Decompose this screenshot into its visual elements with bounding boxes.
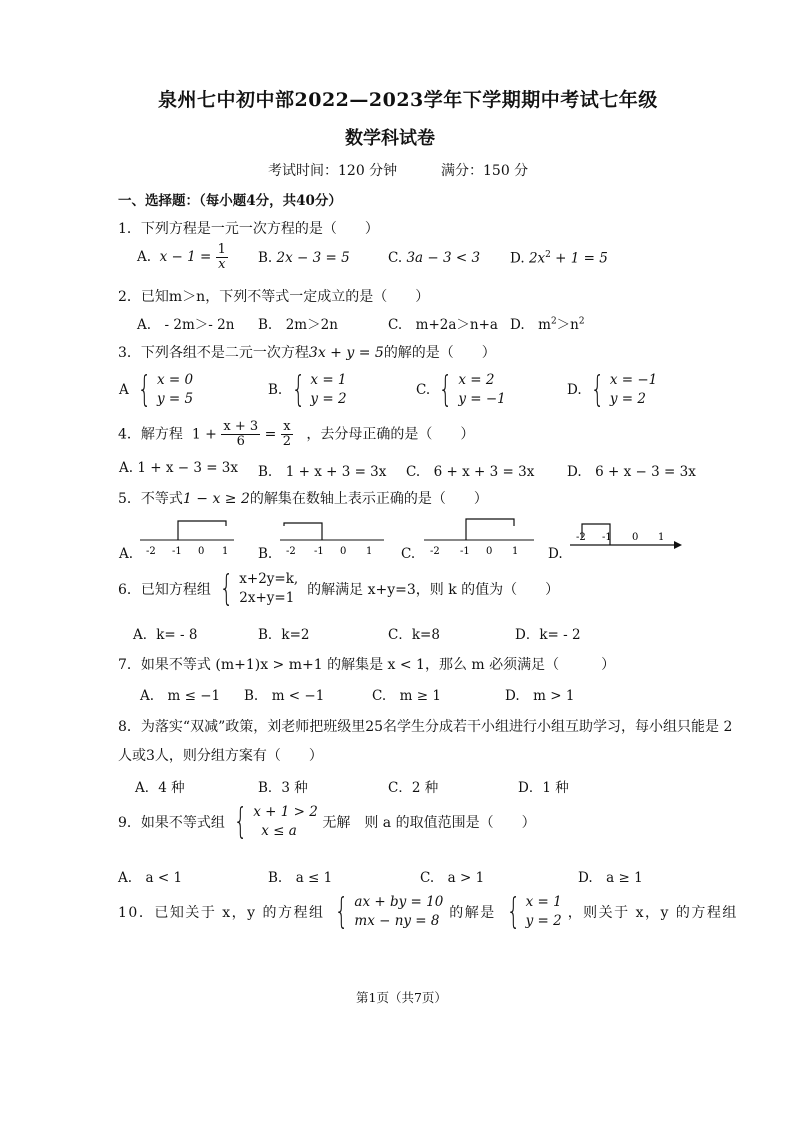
question-6-option-a: A．k= - 8 <box>133 627 198 643</box>
tick-label: 1 <box>366 546 373 557</box>
fraction: $\frac{1}{x}$ <box>217 242 226 272</box>
tick-label: -1 <box>460 546 470 557</box>
question-6-option-d: D．k= - 2 <box>515 627 581 643</box>
question-1-stem: 1．下列方程是一元一次方程的是（ ） <box>118 221 379 237</box>
question-8-line-2: 人或3人，则分组方案有（ ） <box>118 748 323 764</box>
question-2-option-d: D. $m^2>n^2$ <box>510 316 585 333</box>
exam-time: 考试时间：120 分钟 <box>268 163 398 179</box>
question-1-option-d: D. $2x^2 + 1 = 5$ <box>510 250 608 267</box>
question-4-option-a: A. 1 + x − 3 = 3x <box>119 460 239 476</box>
question-9-option-c: C. a > 1 <box>420 870 485 886</box>
number-line-b <box>280 518 390 558</box>
tick-label: 1 <box>658 532 665 543</box>
tick-label: -1 <box>602 532 612 543</box>
question-1-option-a: A. x − 1 = $\frac{1}{x}$ <box>137 242 226 272</box>
page-subtitle: 数学科试卷 <box>345 128 435 149</box>
number-line-a <box>140 518 240 558</box>
page-title: 泉州七中初中部2022—2023学年下学期期中考试七年级 <box>158 89 658 111</box>
question-3-option-c: C. { x = 2 y = −1 <box>416 369 506 410</box>
question-4-option-c: C. 6 + x + 3 = 3x <box>406 464 535 480</box>
question-3-option-b: B. { x = 1 y = 2 <box>268 369 347 410</box>
question-5-option-d-label: D. <box>548 546 563 562</box>
tick-label: 1 <box>512 546 519 557</box>
question-8-option-a: A．4 种 <box>135 780 185 796</box>
tick-label: 0 <box>198 546 205 557</box>
question-1-option-c: C. 3a − 3 < 3 <box>388 250 481 266</box>
tick-label: 0 <box>632 532 639 543</box>
tick-label: 1 <box>222 546 229 557</box>
question-8-option-d: D．1 种 <box>518 780 569 796</box>
question-5-option-c-label: C. <box>401 546 416 562</box>
question-4-option-d: D. 6 + x − 3 = 3x <box>567 464 696 480</box>
tick-label: -1 <box>314 546 324 557</box>
question-3-option-d: D. { x = −1 y = 2 <box>567 369 658 410</box>
question-2-option-a: A. - 2m＞- 2n <box>137 317 235 333</box>
question-2-option-b: B. 2m＞2n <box>258 317 338 333</box>
question-7-option-c: C. m ≥ 1 <box>372 688 441 704</box>
question-8-option-b: B．3 种 <box>258 780 308 796</box>
number-line-c <box>424 516 539 558</box>
tick-label: 0 <box>340 546 347 557</box>
tick-label: -2 <box>146 546 156 557</box>
question-3-stem: 3．下列各组不是二元一次方程3x + y = 5的解的是（ ） <box>118 345 496 361</box>
question-1-option-b: B. 2x − 3 = 5 <box>258 250 350 266</box>
question-2-option-c: C. m+2a＞n+a <box>388 317 498 333</box>
tick-label: 0 <box>486 546 493 557</box>
question-7-option-a: A. m ≤ −1 <box>140 688 221 704</box>
tick-label: -2 <box>430 546 440 557</box>
question-9-option-b: B. a ≤ 1 <box>268 870 333 886</box>
full-score: 满分：150 分 <box>441 163 529 179</box>
question-4-option-b: B. 1 + x + 3 = 3x <box>258 464 387 480</box>
question-9-stem: 9．如果不等式组 { x + 1 > 2 x ≤ a 无解 则 a 的取值范围是（ ） <box>118 801 536 842</box>
section-heading: 一、选择题：（每小题4分，共40分） <box>118 193 342 209</box>
question-8-option-c: C．2 种 <box>388 780 439 796</box>
tick-label: -2 <box>576 532 586 543</box>
question-7-stem: 7．如果不等式 (m+1)x > m+1 的解集是 x < 1，那么 m 必须满足（ ） <box>118 657 616 673</box>
question-7-option-d: D. m > 1 <box>505 688 575 704</box>
question-6-stem: 6．已知方程组 { x+2y=k, 2x+y=1 的解满足 x+y=3，则 k 的值为（ ） <box>118 568 560 609</box>
question-7-option-b: B. m < −1 <box>244 688 325 704</box>
tick-label: -2 <box>286 546 296 557</box>
question-5-option-a-label: A. <box>119 546 134 562</box>
question-9-option-d: D. a ≥ 1 <box>578 870 643 886</box>
question-5-option-b-label: B. <box>258 546 273 562</box>
tick-label: -1 <box>172 546 182 557</box>
question-9-option-a: A. a < 1 <box>118 870 183 886</box>
question-2-stem: 2．已知m＞n，下列不等式一定成立的是（ ） <box>118 289 430 305</box>
question-5-stem: 5．不等式1 − x ≥ 2的解集在数轴上表示正确的是（ ） <box>118 491 488 507</box>
number-line-d <box>570 518 682 558</box>
question-4-stem: 4．解方程 1 + $\frac{x + 3}{6}$ = $\frac{x}{2}$ ，去分母正确的是（ ） <box>118 419 475 449</box>
question-6-option-b: B．k=2 <box>258 627 310 643</box>
question-3-option-a: A { x = 0 y = 5 <box>119 369 194 410</box>
page-number: 第1页（共7页） <box>356 990 447 1005</box>
question-6-option-c: C．k=8 <box>388 627 440 643</box>
question-10-stem: 10．已知关于 x，y 的方程组 { ax + by = 10 mx − ny = 8 的解是 { x = 1 y = 2 ，则关于 x，y 的方程组 <box>118 891 738 932</box>
question-8-line-1: 8．为落实“双减”政策，刘老师把班级里25名学生分成若干小组进行小组互助学习，每小组只能是 2 <box>118 719 733 735</box>
